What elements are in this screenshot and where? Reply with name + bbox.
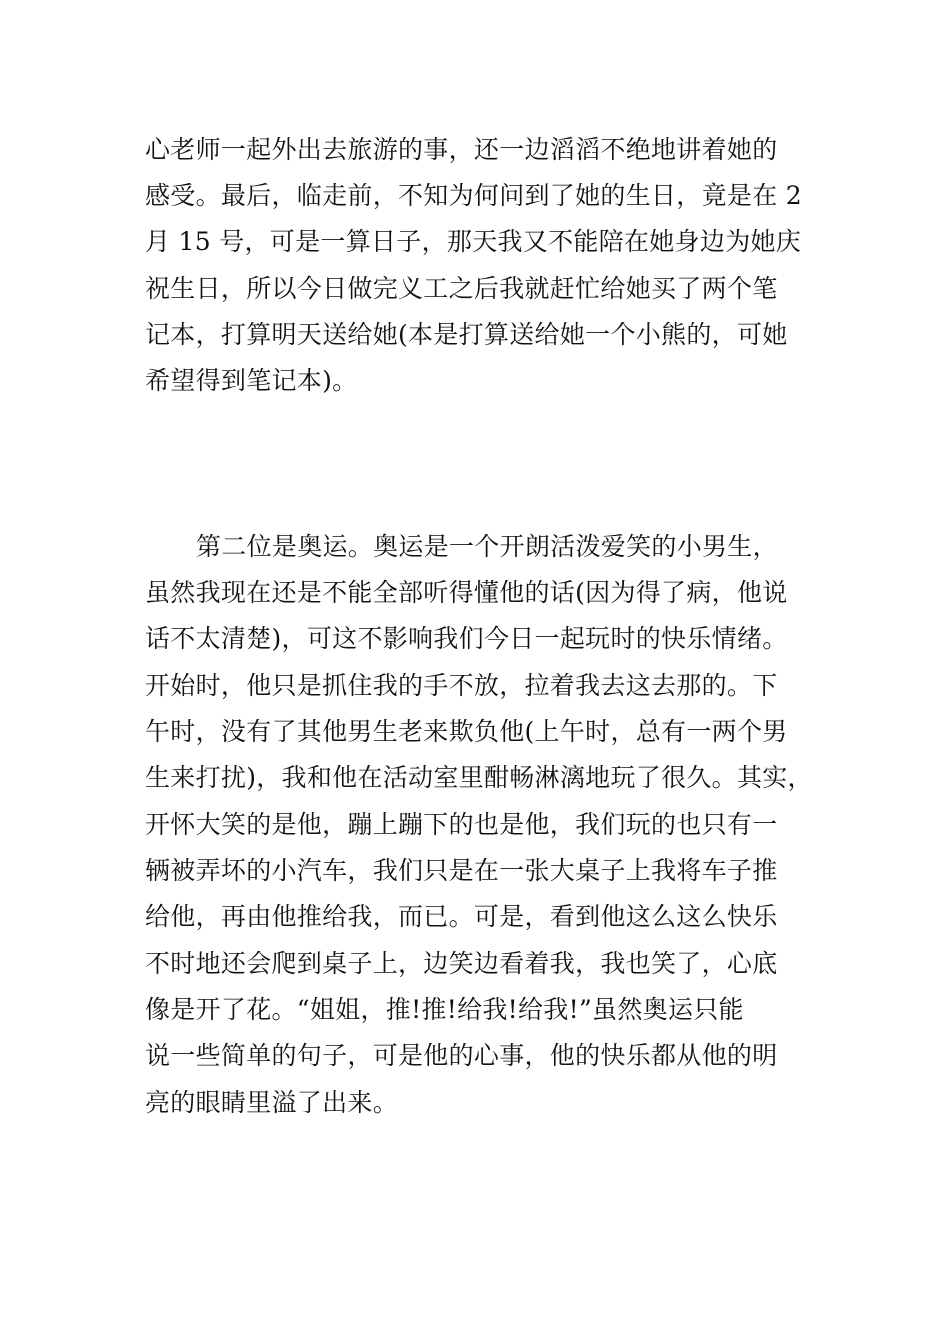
text-line: 像是开了花。“姐姐，推!推!给我!给我!”虽然奥运只能 (145, 995, 744, 1024)
text-line: 说一些简单的句子，可是他的心事，他的快乐都从他的明 (145, 1041, 778, 1070)
text-line: 话不太清楚)，可这不影响我们今日一起玩时的快乐情绪。 (145, 624, 788, 653)
text-line: 开怀大笑的是他，蹦上蹦下的也是他，我们玩的也只有一 (145, 810, 778, 839)
text-line: 虽然我现在还是不能全部听得懂他的话(因为得了病，他说 (145, 578, 788, 607)
text-line: 午时，没有了其他男生老来欺负他(上午时，总有一两个男 (145, 717, 788, 746)
text-line: 生来打扰)，我和他在活动室里酣畅淋漓地玩了很久。其实， (145, 763, 813, 792)
text-line: 希望得到笔记本)。 (145, 366, 358, 395)
text-line: 开始时，他只是抓住我的手不放，拉着我去这去那的。下 (145, 671, 778, 700)
text-line: 给他，再由他推给我，而已。可是，看到他这么这么快乐 (145, 902, 778, 931)
text-line: 感受。最后，临走前，不知为何问到了她的生日，竟是在 2 (145, 181, 802, 210)
text-line: 第二位是奥运。奥运是一个开朗活泼爱笑的小男生， (196, 532, 778, 561)
text-line: 祝生日，所以今日做完义工之后我就赶忙给她买了两个笔 (145, 274, 778, 303)
text-line: 月 15 号，可是一算日子，那天我又不能陪在她身边为她庆 (145, 227, 802, 256)
text-line: 亮的眼睛里溢了出来。 (145, 1088, 399, 1117)
text-line: 记本，打算明天送给她(本是打算送给她一个小熊的，可她 (145, 320, 788, 349)
text-line: 辆被弄坏的小汽车，我们只是在一张大桌子上我将车子推 (145, 856, 778, 885)
text-line: 不时地还会爬到桌子上，边笑边看着我，我也笑了，心底 (145, 949, 778, 978)
text-line: 心老师一起外出去旅游的事，还一边滔滔不绝地讲着她的 (145, 135, 778, 164)
